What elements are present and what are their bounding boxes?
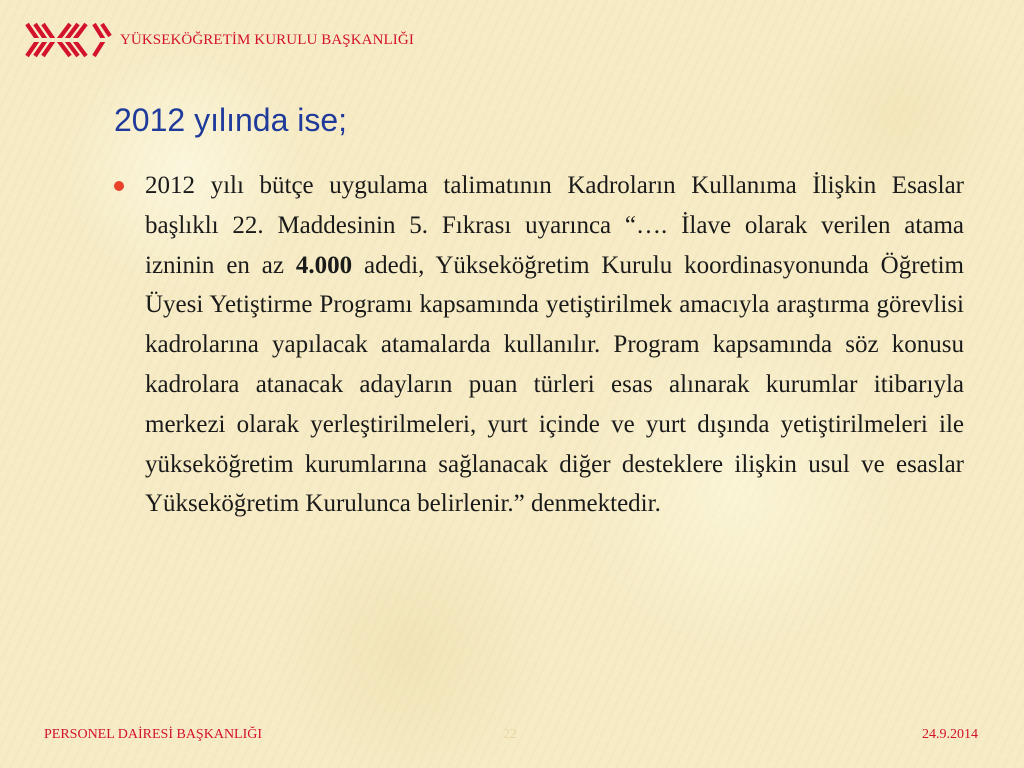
footer-date: 24.9.2014 (922, 727, 978, 742)
bullet-text-part-2: adedi, Yükseköğretim Kurulu koordinasyonunda Öğretim Üyesi Yetiştirme Programı kapsamında yetiştirilmek amacıyla araştırma görevlisi kadrolarına yapılacak atamalarda kullanılır. Program kapsamında söz konusu kadrolara atanacak adayların puan türleri esas alınarak kurumlar itibarıyla merkezi olarak yerleştirilmeleri, yurt içinde ve yurt dışında yetiştirilmeleri ile yükseköğretim kurumlarına sağlanacak diğer desteklere ilişkin usul ve esaslar Yükseköğretim Kurulunca belirlenir.” denmektedir. (145, 251, 964, 518)
slide-title: 2012 yılında ise; (114, 102, 348, 138)
yok-logo-icon (24, 20, 112, 60)
header (24, 20, 414, 60)
bullet-text-part-1: 2012 yılı bütçe uygulama talimatının Kadroların Kullanıma İlişkin Esaslar başlıklı 22. Maddesinin 5. Fıkrası uyarınca “…. İlave olarak verilen atama izninin en az (145, 172, 964, 279)
page-number: 22 (503, 727, 517, 742)
bullet-text-bold-number: 4.000 (295, 251, 353, 279)
bullet-text (145, 166, 964, 524)
org-name: YÜKSEKÖĞRETİM KURULU BAŞKANLIĞI (120, 31, 414, 48)
slide-content (114, 166, 964, 524)
bullet-dot-icon (114, 181, 124, 191)
footer-department: PERSONEL DAİRESİ BAŞKANLIĞI (44, 727, 263, 742)
bullet-item (114, 166, 964, 524)
